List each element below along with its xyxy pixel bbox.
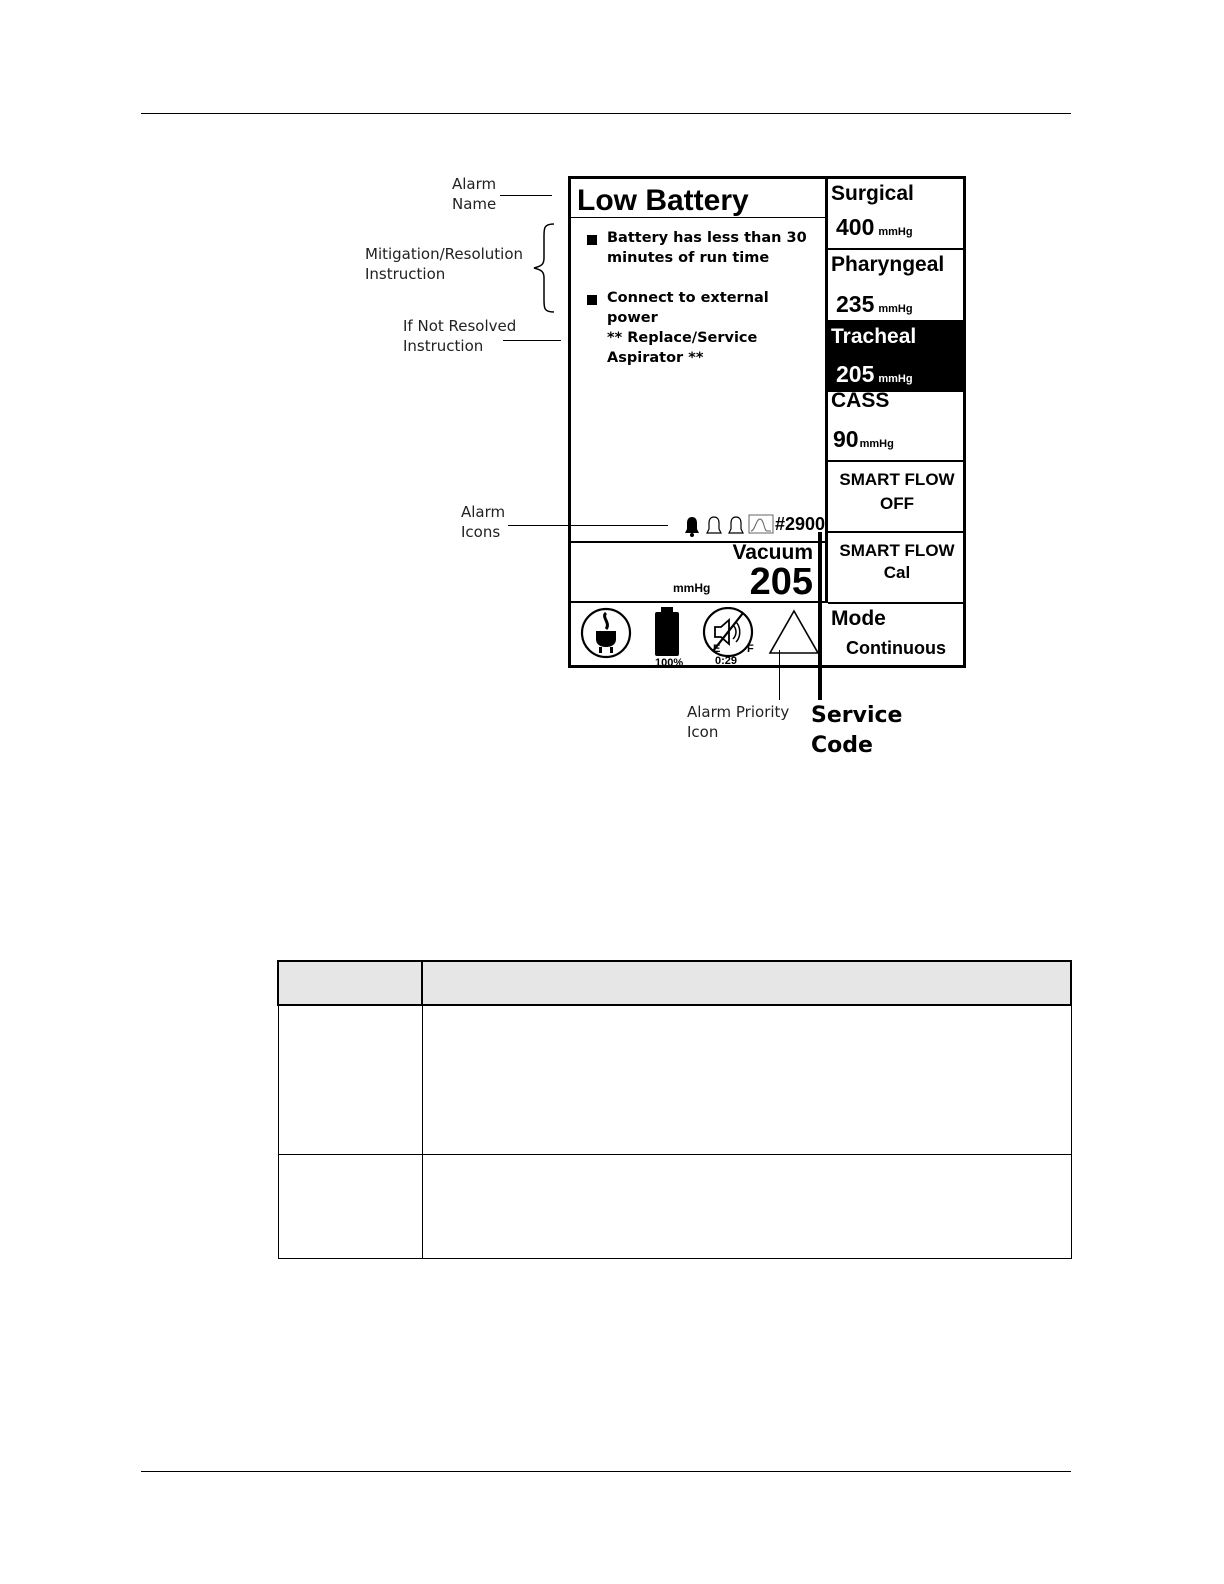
bullet-icon — [587, 295, 597, 305]
mode-cass[interactable] — [828, 389, 966, 462]
leader-if-not-resolved — [503, 340, 561, 341]
mode-cass-value: 90 — [833, 426, 859, 452]
smart-flow-title: SMART FLOW — [839, 470, 955, 489]
bullet-icon — [587, 235, 597, 245]
annotation-mitigation: Mitigation/Resolution Instruction — [365, 245, 524, 283]
status-bar — [571, 603, 828, 669]
mode-pharyngeal-value: 235 — [836, 291, 875, 317]
table-header-row — [278, 961, 1071, 1005]
table-cell — [422, 1005, 1071, 1155]
mode-pharyngeal[interactable] — [828, 250, 966, 322]
vacuum-value: 205 — [749, 561, 813, 603]
vacuum-label: Vacuum — [732, 541, 813, 564]
battery-icon — [651, 607, 685, 659]
description-table — [277, 960, 1072, 1259]
mode-surgical-value: 400 — [836, 214, 875, 240]
annotation-service-code: Service Code — [811, 703, 903, 758]
smart-flow-cal-button[interactable] — [828, 533, 966, 604]
bell-outline-icon — [707, 517, 721, 533]
mode-tracheal[interactable] — [828, 322, 966, 392]
smart-flow-cal-title: SMART FLOW — [839, 541, 955, 560]
alarm-name-divider — [571, 217, 828, 218]
mode-surgical-label: Surgical — [831, 182, 914, 205]
header-rule — [141, 113, 1071, 114]
vacuum-unit: mmHg — [673, 581, 711, 595]
bell-filled-icon — [685, 517, 699, 537]
instruction-3: ** Replace/Service Aspirator ** — [607, 330, 758, 366]
mode-value: Continuous — [846, 638, 946, 658]
mode-column — [828, 179, 966, 665]
instruction-1: Battery has less than 30 minutes of run time — [607, 230, 807, 266]
table-cell — [278, 1005, 422, 1155]
mode-cass-unit: mmHg — [859, 438, 894, 450]
table-header-cell — [422, 961, 1071, 1005]
mode-surgical[interactable] — [828, 179, 966, 250]
mode-select-button[interactable] — [828, 604, 966, 665]
battery-percent: 100% — [655, 657, 684, 669]
smart-flow-state: OFF — [880, 494, 914, 513]
brace-icon — [530, 222, 560, 314]
mode-tracheal-value: 205 — [836, 361, 875, 387]
table-cell — [422, 1155, 1071, 1259]
footer-rule — [141, 1471, 1071, 1472]
table-row — [278, 1155, 1071, 1259]
mode-cass-label: CASS — [831, 389, 890, 412]
mode-pharyngeal-unit: mmHg — [878, 303, 913, 315]
alarm-name: Low Battery — [577, 184, 749, 217]
mode-label: Mode — [831, 607, 886, 630]
mode-tracheal-label: Tracheal — [831, 325, 917, 348]
instruction-2: Connect to external power — [607, 290, 769, 326]
plug-icon — [579, 607, 635, 659]
mode-tracheal-unit: mmHg — [878, 373, 913, 385]
run-time: 0:29 — [715, 655, 738, 667]
alarm-priority-triangle-icon — [767, 607, 821, 657]
annotation-alarm-icons: Alarm Icons — [461, 503, 506, 541]
annotation-alarm-name: Alarm Name — [452, 175, 497, 213]
smart-flow-off-button[interactable] — [828, 462, 966, 533]
table-cell — [278, 1155, 422, 1259]
leader-alarm-name — [500, 195, 552, 196]
device-screen — [568, 176, 966, 668]
alarm-screen-figure — [360, 160, 980, 760]
annotation-if-not-resolved: If Not Resolved Instruction — [403, 317, 517, 355]
mode-pharyngeal-label: Pharyngeal — [831, 253, 945, 276]
smart-flow-cal-state: Cal — [883, 563, 911, 582]
waveform-icon — [749, 515, 773, 533]
alarm-pane — [571, 179, 828, 541]
gauge-f-label: F — [747, 643, 754, 655]
bell-outline-icon — [729, 517, 743, 533]
vacuum-pane — [571, 541, 828, 603]
mode-surgical-unit: mmHg — [878, 226, 913, 238]
gauge-e-label: E — [713, 643, 721, 655]
annotation-alarm-priority-icon: Alarm Priority Icon — [687, 703, 790, 741]
service-code-number: #2900 — [775, 514, 826, 534]
table-row — [278, 1005, 1071, 1155]
table-header-cell — [278, 961, 422, 1005]
